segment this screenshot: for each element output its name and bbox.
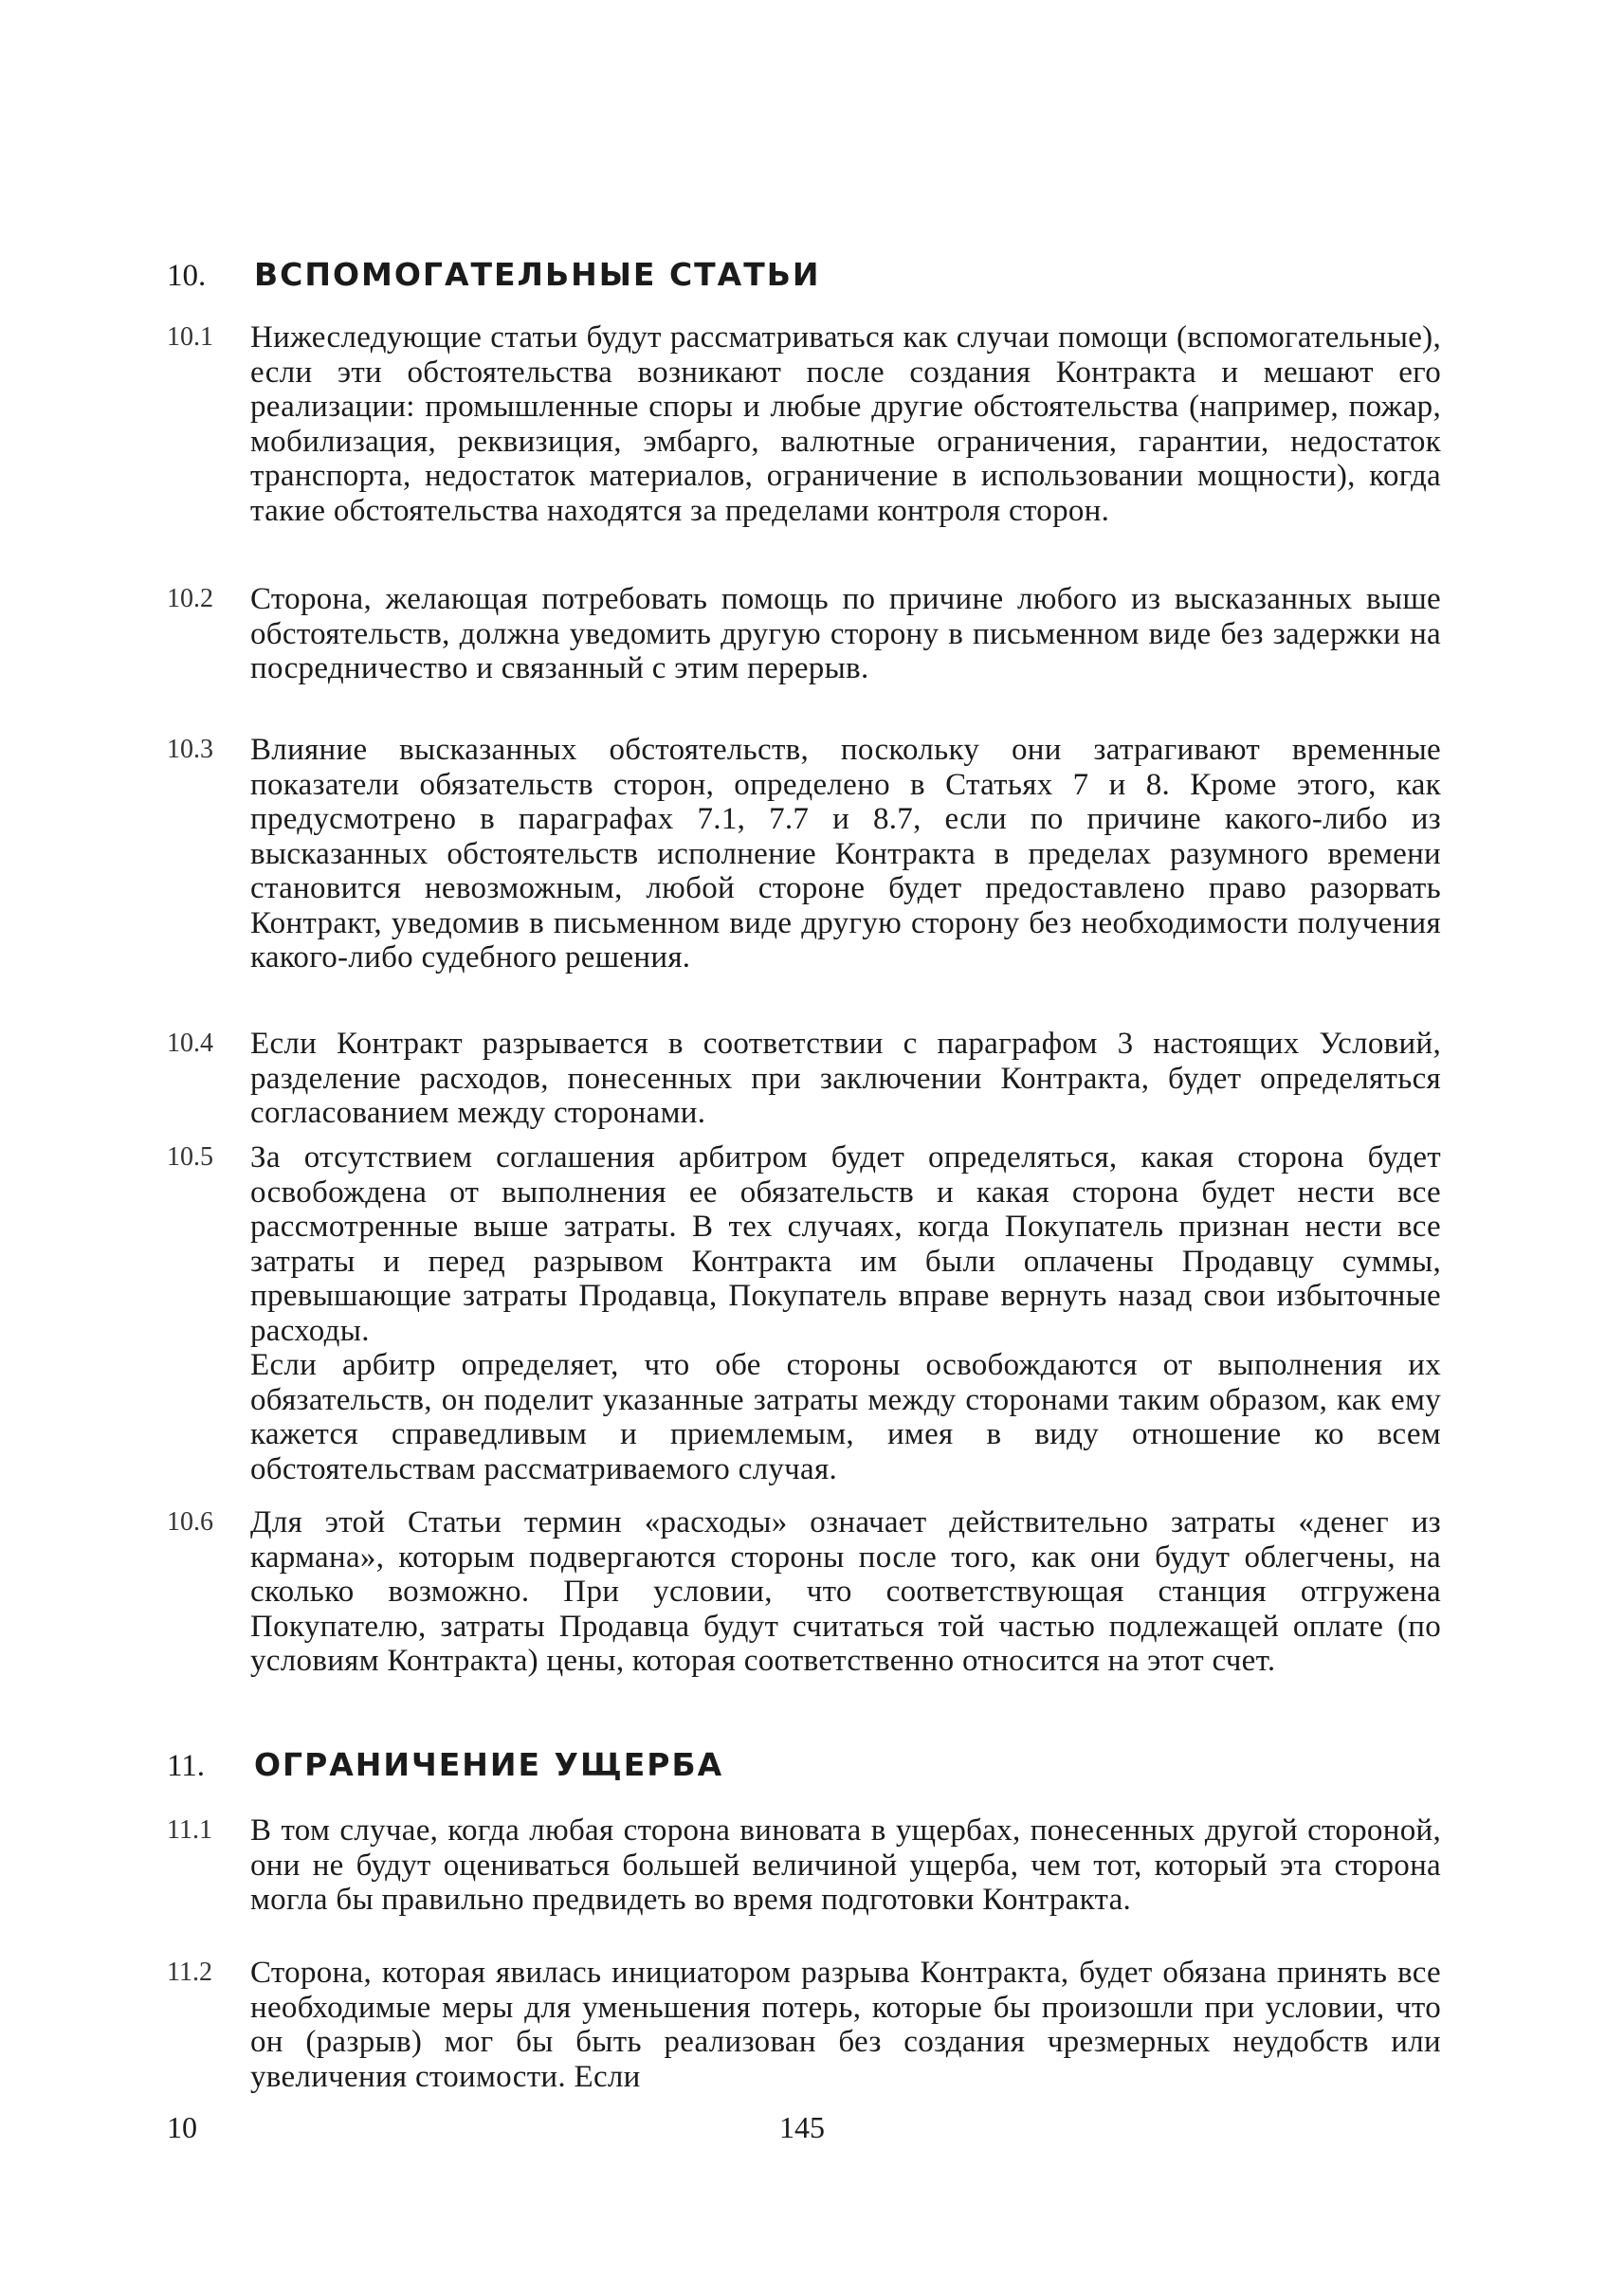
- clause-text: [250, 1956, 1441, 2094]
- clause-number: 11.2: [167, 1958, 212, 1987]
- section-11-number: 11.: [167, 1749, 206, 1783]
- clause-10-5: [167, 1140, 1441, 1486]
- clause-paragraph: За отсутствием соглашения арбитром будет определяться, какая сторона будет освобождена от выполнения ее обязательств и какая сторона будет нести все рассмотренные выше затраты. В тех случаях, когда Покупатель признан нести все затраты и перед разрывом Контракта им были оплачены Продавцу суммы, превышающие затраты Продавца, Покупатель вправе вернуть назад свои избыточные расходы.: [250, 1140, 1441, 1348]
- clause-11-1: [167, 1813, 1441, 1918]
- clause-10-4: [167, 1027, 1441, 1131]
- clause-number: 10.2: [167, 584, 213, 613]
- clause-number: 10.1: [167, 322, 213, 352]
- clause-10-3: [167, 733, 1441, 975]
- section-10-title: ВСПОМОГАТЕЛЬНЫЕ СТАТЬИ: [254, 256, 821, 293]
- clause-text: [250, 1027, 1441, 1131]
- section-10-heading: [167, 256, 1494, 295]
- clause-text: [250, 582, 1441, 686]
- clause-text: [250, 1813, 1441, 1918]
- clause-number: 10.4: [167, 1029, 213, 1058]
- clause-paragraph: Если арбитр определяет, что обе стороны освобождаются от выполнения их обязательств, он поделит указанные затраты между сторонами таким образом, как ему кажется справедливым и приемлемым, имея в виду отношение ко всем обстоятельствам рассматриваемого случая.: [250, 1348, 1441, 1486]
- clause-number: 10.6: [167, 1507, 213, 1537]
- section-10-number: 10.: [167, 259, 207, 293]
- clause-paragraph: Сторона, желающая потребовать помощь по причине любого из высказанных выше обстоятельств, должна уведомить другую сторону в письменном виде без задержки на посредничество и связанный с этим перерыв.: [250, 582, 1441, 685]
- clause-text: [250, 1140, 1441, 1486]
- clause-paragraph: Нижеследующие статьи будут рассматриваться как случаи помощи (вспомогательные), если эти обстоятельства возникают после создания Контракта и мешают его реализации: промышленные споры и любые другие обстоятельства (например, пожар, мобилизация, реквизиция, эмбарго, валютные ограничения, гарантии, недостаток транспорта, недостаток материалов, ограничение в использовании мощности), когда такие обстоятельства находятся за пределами контроля сторон.: [250, 320, 1441, 528]
- page-number: 145: [779, 2110, 825, 2144]
- clause-10-2: [167, 582, 1441, 686]
- clause-paragraph: В том случае, когда любая сторона виновата в ущербах, понесенных другой стороной, они не будут оцениваться большей величиной ущерба, чем тот, который эта сторона могла бы правильно предвидеть во время подготовки Контракта.: [250, 1813, 1441, 1917]
- footer-left-number: 10: [167, 2110, 197, 2144]
- clause-number: 11.1: [167, 1815, 212, 1845]
- clause-11-2: [167, 1956, 1441, 2094]
- clause-paragraph: Сторона, которая явилась инициатором разрыва Контракта, будет обязана принять все необходимые меры для уменьшения потерь, которые бы произошли при условии, что он (разрыв) мог бы быть реализован без создания чрезмерных неудобств или увеличения стоимости. Если: [250, 1956, 1441, 2094]
- clause-paragraph: Для этой Статьи термин «расходы» означает действительно затраты «денег из кармана», которым подвергаются стороны после того, как они будут облегчены, на сколько возможно. При условии, что соответствующая станция отгружена Покупателю, затраты Продавца будут считаться той частью подлежащей оплате (по условиям Контракта) цены, которая соответственно относится на этот счет.: [250, 1505, 1441, 1678]
- section-11-title: ОГРАНИЧЕНИЕ УЩЕРБА: [254, 1746, 724, 1783]
- clause-10-6: [167, 1505, 1441, 1679]
- clause-text: [250, 733, 1441, 975]
- clause-number: 10.3: [167, 735, 213, 764]
- section-11-heading: [167, 1746, 1494, 1785]
- clause-paragraph: Влияние высказанных обстоятельств, поскольку они затрагивают временные показатели обязательств сторон, определено в Статьях 7 и 8. Кроме этого, как предусмотрено в параграфах 7.1, 7.7 и 8.7, если по причине какого-либо из высказанных обстоятельств исполнение Контракта в пределах разумного времени становится невозможным, любой стороне будет предоставлено право разорвать Контракт, уведомив в письменном виде другую сторону без необходимости получения какого-либо судебного решения.: [250, 733, 1441, 974]
- clause-text: [250, 1505, 1441, 1679]
- clause-text: [250, 320, 1441, 528]
- clause-number: 10.5: [167, 1142, 213, 1172]
- clause-paragraph: Если Контракт разрывается в соответствии с параграфом 3 настоящих Условий, разделение расходов, понесенных при заключении Контракта, будет определяться согласованием между сторонами.: [250, 1027, 1441, 1130]
- clause-10-1: [167, 320, 1441, 528]
